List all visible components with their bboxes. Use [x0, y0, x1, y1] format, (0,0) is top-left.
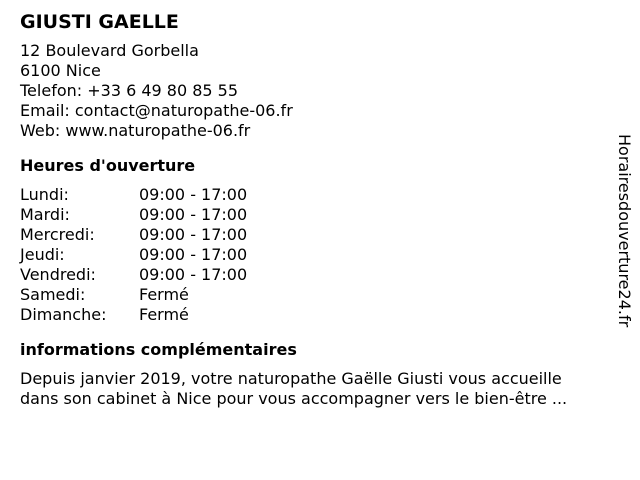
hours-row-tuesday	[20, 205, 610, 225]
hours-value: 09:00 - 17:00	[139, 205, 248, 224]
hours-row-wednesday	[20, 225, 610, 245]
opening-hours-table	[20, 185, 610, 325]
day-label: Lundi:	[20, 185, 69, 204]
hours-row-friday	[20, 265, 610, 285]
business-name: GIUSTI GAELLE	[20, 11, 179, 33]
business-card	[20, 9, 610, 409]
info-line-1: Depuis janvier 2019, votre naturopathe Gaëlle Giusti vous accueille	[20, 369, 562, 388]
hours-row-monday	[20, 185, 610, 205]
address-street: 12 Boulevard Gorbella	[20, 41, 199, 60]
site-watermark: Horairesdouverture24.fr	[615, 134, 634, 328]
hours-value: Fermé	[139, 305, 189, 324]
day-label: Jeudi:	[20, 245, 65, 264]
additional-info-text	[20, 369, 610, 409]
day-label: Mardi:	[20, 205, 70, 224]
opening-hours-heading: Heures d'ouverture	[20, 156, 196, 175]
day-label: Dimanche:	[20, 305, 107, 324]
email-line: Email: contact@naturopathe-06.fr	[20, 101, 293, 120]
hours-value: 09:00 - 17:00	[139, 265, 248, 284]
address-city: 6100 Nice	[20, 61, 101, 80]
info-line-2: dans son cabinet à Nice pour vous accompagner vers le bien-être ...	[20, 389, 568, 408]
hours-row-saturday	[20, 285, 610, 305]
phone-line: Telefon: +33 6 49 80 85 55	[20, 81, 239, 100]
day-label: Mercredi:	[20, 225, 95, 244]
hours-row-sunday	[20, 305, 610, 325]
day-label: Samedi:	[20, 285, 86, 304]
hours-value: 09:00 - 17:00	[139, 225, 248, 244]
hours-value: Fermé	[139, 285, 189, 304]
additional-info-heading: informations complémentaires	[20, 340, 297, 359]
hours-value: 09:00 - 17:00	[139, 245, 248, 264]
website-line: Web: www.naturopathe-06.fr	[20, 121, 251, 140]
hours-value: 09:00 - 17:00	[139, 185, 248, 204]
hours-row-thursday	[20, 245, 610, 265]
day-label: Vendredi:	[20, 265, 96, 284]
